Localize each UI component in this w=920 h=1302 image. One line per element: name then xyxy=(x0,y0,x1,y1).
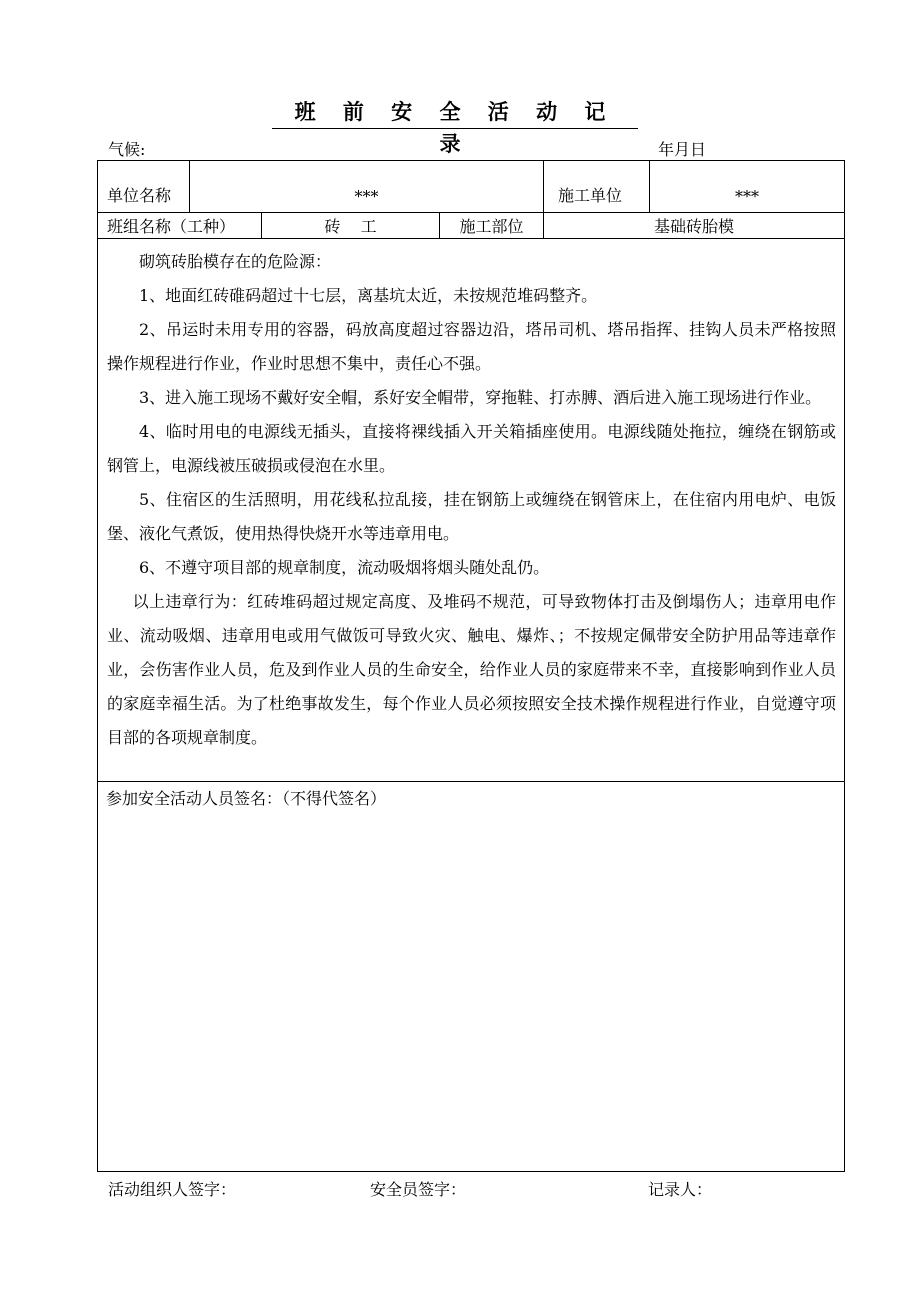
construction-unit-value: *** xyxy=(649,161,844,212)
unit-row xyxy=(98,161,844,213)
location-label: 施工部位 xyxy=(439,212,543,238)
date-label: 年月日 xyxy=(658,140,707,159)
team-label: 班组名称（工种） xyxy=(107,216,236,236)
hazard-summary: 以上违章行为：红砖堆码超过规定高度、及堆码不规范，可导致物体打击及倒塌伤人；违章用电作业、流动吸烟、违章用电或用气做饭可导致火灾、触电、爆炸、；不按规定佩带安全防护用品等违章作业，会伤害作业人员，危及到作业人员的生命安全，给作业人员的家庭带来不幸，直接影响到作业人员的家庭幸福生活。为了杜绝事故发生，每个作业人员必须按照安全技术操作规程进行作业，自觉遵守项目部的各项规章制度。 xyxy=(107,592,836,747)
hazard-item-2: 2、吊运时未用专用的容器，码放高度超过容器边沿，塔吊司机、塔吊指挥、挂钩人员未严格按照操作规程进行作业，作业时思想不集中，责任心不强。 xyxy=(107,320,836,373)
hazard-item-6: 6、不遵守项目部的规章制度，流动吸烟将烟头随处乱仍。 xyxy=(139,558,550,577)
safety-officer-signature-label: 安全员签字： xyxy=(370,1180,467,1199)
construction-unit-label: 施工单位 xyxy=(543,161,649,212)
unit-name-value: *** xyxy=(189,161,543,212)
location-value: 基础砖胎模 xyxy=(543,212,844,238)
hazard-item-1: 1、地面红砖碓码超过十七层，离基坑太近，未按规范堆码整齐。 xyxy=(139,286,598,305)
hazard-heading: 砌筑砖胎模存在的危险源： xyxy=(139,252,332,271)
weather-label: 气候: xyxy=(108,140,146,159)
organizer-signature-label: 活动组织人签字： xyxy=(108,1180,237,1199)
hazard-item-4: 4、临时用电的电源线无插头，直接将裸线插入开关箱插座使用。电源线随处拖拉，缠绕在钢筋或钢管上，电源线被压破损或侵泡在水里。 xyxy=(107,422,836,475)
recorder-signature-label: 记录人： xyxy=(648,1180,713,1199)
participants-label: 参加安全活动人员签名：（不得代签名） xyxy=(106,789,387,808)
unit-name-label: 单位名称 xyxy=(107,186,172,205)
team-row xyxy=(98,212,844,239)
team-value: 砖 工 xyxy=(261,212,439,238)
hazard-content xyxy=(98,239,844,782)
participant-signature-area[interactable] xyxy=(98,783,844,1171)
hazard-item-5: 5、住宿区的生活照明，用花线私拉乱接，挂在钢筋上或缠绕在钢管床上，在住宿内用电炉、电饭堡、液化气煮饭，使用热得快烧开水等违章用电。 xyxy=(107,490,836,543)
hazard-item-3: 3、进入施工现场不戴好安全帽，系好安全帽带，穿拖鞋、打赤膊、酒后进入施工现场进行作业。 xyxy=(139,388,822,407)
record-table xyxy=(97,160,845,1172)
document-title: 班 前 安 全 活 动 记 录 xyxy=(272,96,638,129)
